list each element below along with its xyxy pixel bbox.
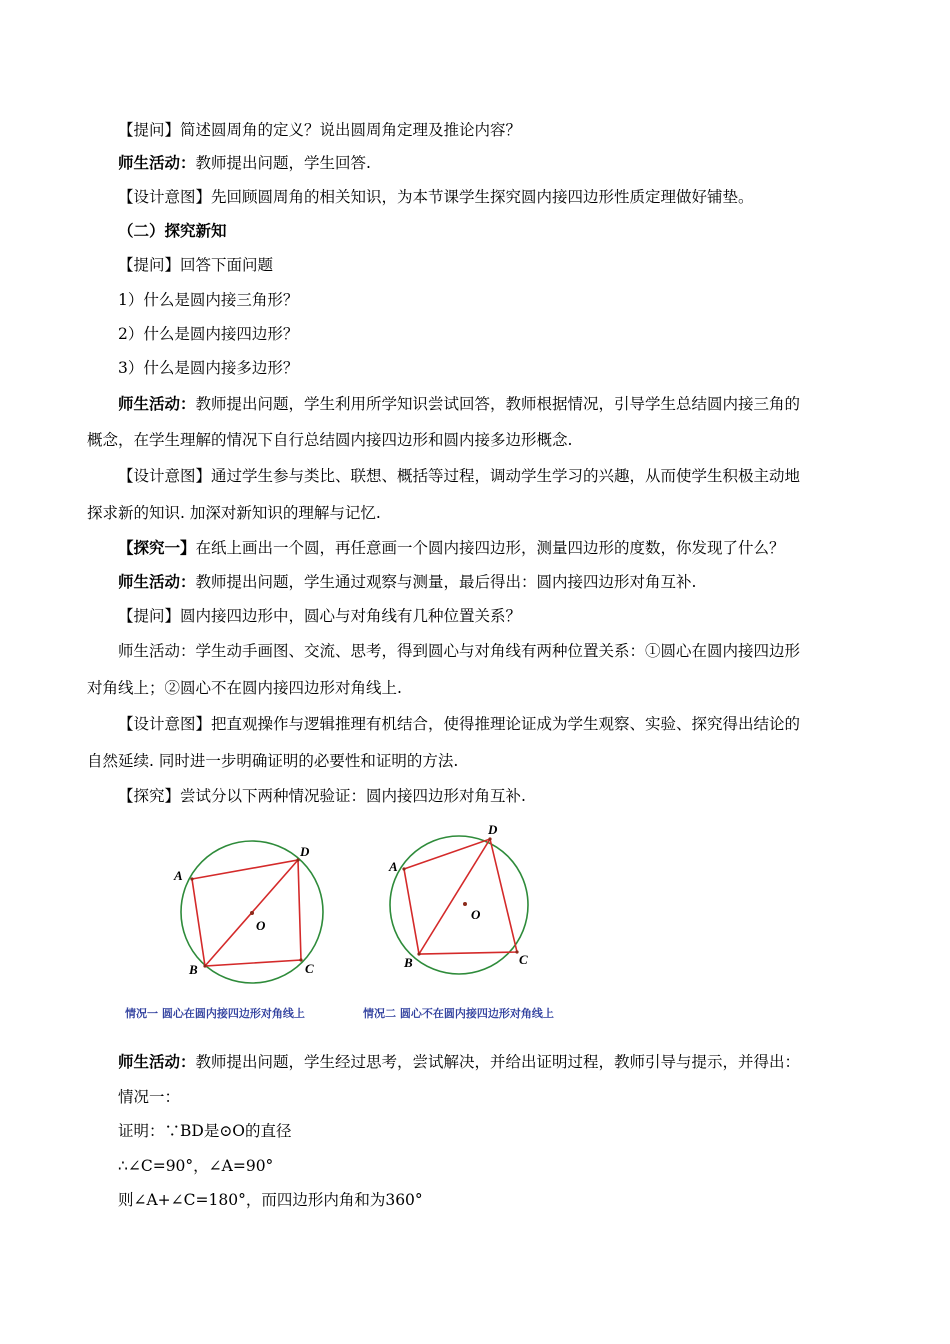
tag-explore-1: 【探究一】	[118, 538, 196, 557]
tag-activity: 师生活动：	[118, 153, 196, 172]
paragraph-question-center: 【提问】圆内接四边形中，圆心与对角线有几种位置关系？	[118, 607, 522, 625]
paragraph-explore-1: 【探究一】在纸上画出一个圆，再任意画一个圆内接四边形，测量四边形的度数，你发现了什么？	[118, 538, 785, 557]
tag-question: 【提问】	[118, 121, 181, 139]
figure-case-1	[173, 841, 323, 983]
paragraph-activity-1: 师生活动：教师提出问题，学生回答.	[118, 153, 371, 172]
paragraph-design-intent-3-cont: 自然延续. 同时进一步明确证明的必要性和证明的方法.	[87, 752, 459, 770]
tag-activity: 师生活动：	[118, 394, 196, 413]
paragraph-explore-2: 【探究】尝试分以下两种情况验证：圆内接四边形对角互补.	[118, 787, 526, 805]
paragraph-activity-3: 师生活动：教师提出问题，学生通过观察与测量，最后得出：圆内接四边形对角互补.	[118, 572, 697, 591]
label-a-1: A	[174, 868, 183, 883]
figure-case-2	[388, 822, 528, 974]
label-o-1: O	[256, 918, 266, 933]
section-heading-explore: （二）探究新知	[118, 221, 227, 240]
question-item-2: 2）什么是圆内接四边形？	[118, 325, 299, 343]
label-o-2: O	[471, 907, 481, 922]
paragraph-question-answer: 【提问】回答下面问题	[118, 256, 274, 274]
proof-line-3: 则∠A+∠C=180°，而四边形内角和为360°	[118, 1191, 423, 1209]
case-1-heading: 情况一：	[118, 1088, 181, 1106]
tag-question: 【提问】	[118, 607, 181, 625]
quadrilateral-2	[404, 839, 517, 954]
label-d-1: D	[300, 844, 310, 859]
tag-design-intent: 【设计意图】	[118, 188, 212, 206]
diagonal-bd-2	[419, 839, 490, 954]
tag-design-intent: 【设计意图】	[118, 467, 212, 485]
proof-line-2: ∴∠C=90°，∠A=90°	[118, 1157, 274, 1175]
tag-activity: 师生活动：	[118, 572, 196, 591]
label-c-2: C	[519, 952, 528, 967]
label-b-2: B	[404, 955, 413, 970]
paragraph-design-intent-2: 【设计意图】通过学生参与类比、联想、概括等过程，调动学生学习的兴趣，从而使学生积极主动地	[118, 467, 801, 485]
center-point-1	[250, 911, 254, 915]
center-point-2	[463, 902, 467, 906]
tag-activity: 师生活动：	[118, 1052, 196, 1071]
tag-question: 【提问】	[118, 256, 181, 274]
label-a-2: A	[389, 859, 398, 874]
label-d-2: D	[488, 822, 498, 837]
paragraph-activity-2-cont: 概念，在学生理解的情况下自行总结圆内接四边形和圆内接多边形概念.	[87, 431, 573, 449]
tag-design-intent: 【设计意图】	[118, 715, 212, 733]
paragraph-activity-4: 师生活动：学生动手画图、交流、思考，得到圆心与对角线有两种位置关系：①圆心在圆内接四边形	[118, 642, 801, 660]
paragraph-question-review: 【提问】简述圆周角的定义？说出圆周角定理及推论内容？	[118, 121, 522, 139]
question-item-1: 1）什么是圆内接三角形？	[118, 291, 299, 309]
paragraph-activity-5: 师生活动：教师提出问题，学生经过思考，尝试解决，并给出证明过程，教师引导与提示，并得出：	[118, 1052, 801, 1071]
proof-line-1: 证明：∵BD是⊙O的直径	[118, 1122, 292, 1140]
figure-caption-1: 情况一 圆心在圆内接四边形对角线上	[125, 1007, 305, 1020]
label-c-1: C	[305, 961, 314, 976]
paragraph-design-intent-1: 【设计意图】先回顾圆周角的相关知识，为本节课学生探究圆内接四边形性质定理做好铺垫。	[118, 188, 754, 206]
paragraph-activity-2: 师生活动：教师提出问题，学生利用所学知识尝试回答，教师根据情况，引导学生总结圆内接三角的	[118, 394, 801, 413]
paragraph-design-intent-3: 【设计意图】把直观操作与逻辑推理有机结合，使得推理论证成为学生观察、实验、探究得出结论的	[118, 715, 801, 733]
paragraph-design-intent-2-cont: 探求新的知识. 加深对新知识的理解与记忆.	[87, 504, 381, 522]
figure-caption-2: 情况二 圆心不在圆内接四边形对角线上	[363, 1007, 554, 1020]
question-item-3: 3）什么是圆内接多边形？	[118, 359, 299, 377]
label-b-1: B	[189, 962, 198, 977]
paragraph-activity-4-cont: 对角线上；②圆心不在圆内接四边形对角线上.	[87, 679, 402, 697]
